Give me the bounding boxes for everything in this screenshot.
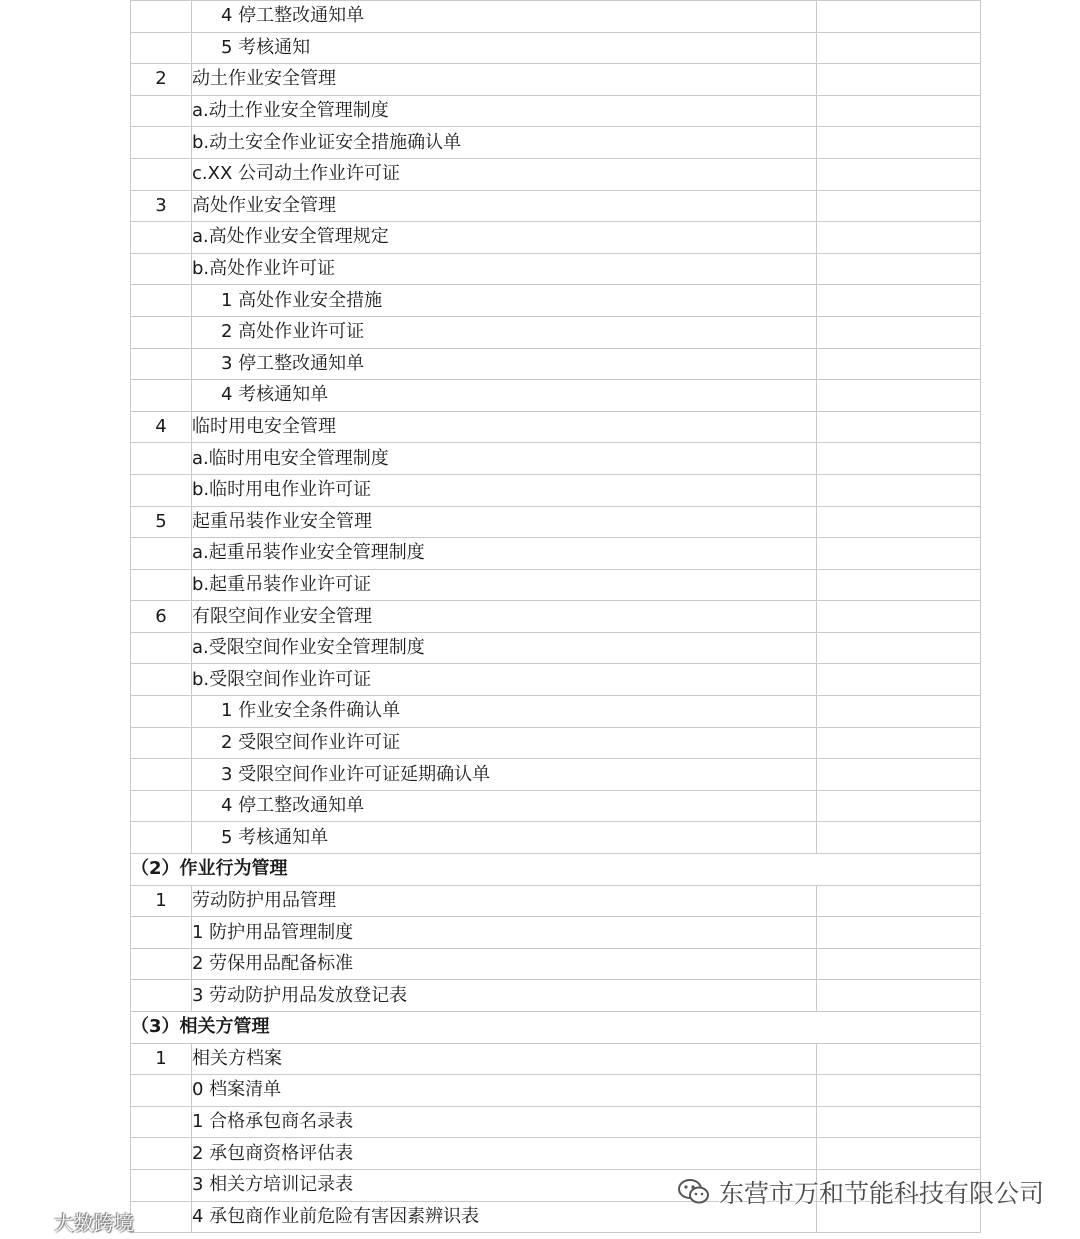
row-number: [131, 158, 192, 190]
row-notes-cell: [817, 158, 981, 190]
row-number: [131, 727, 192, 759]
row-number: 1: [131, 1043, 192, 1075]
row-item-text: a.高处作业安全管理规定: [192, 222, 817, 254]
table-row: [131, 980, 981, 1012]
table-row: [131, 190, 981, 222]
row-item-text: 相关方档案: [192, 1043, 817, 1075]
row-item-text: b.高处作业许可证: [192, 253, 817, 285]
table-row: [131, 1106, 981, 1138]
row-item-text: 0 档案清单: [192, 1075, 817, 1107]
row-number: [131, 380, 192, 412]
row-item-text: 5 考核通知: [192, 32, 817, 64]
row-notes-cell: [817, 1106, 981, 1138]
row-item-text: b.动土安全作业证安全措施确认单: [192, 127, 817, 159]
row-item-text: 临时用电安全管理: [192, 411, 817, 443]
row-number: [131, 1169, 192, 1201]
row-item-text: a.受限空间作业安全管理制度: [192, 632, 817, 664]
table-row: [131, 158, 981, 190]
row-item-text: b.临时用电作业许可证: [192, 474, 817, 506]
table-row: [131, 127, 981, 159]
row-notes-cell: [817, 885, 981, 917]
row-notes-cell: [817, 348, 981, 380]
row-item-text: 4 承包商作业前危险有害因素辨识表: [192, 1201, 817, 1233]
table-row: [131, 790, 981, 822]
table-row: [131, 348, 981, 380]
row-number: [131, 948, 192, 980]
document-table: [130, 0, 981, 1233]
row-item-text: 2 承包商资格评估表: [192, 1138, 817, 1170]
row-notes-cell: [817, 222, 981, 254]
table-row: [131, 411, 981, 443]
row-number: [131, 1075, 192, 1107]
row-item-text: 3 受限空间作业许可证延期确认单: [192, 759, 817, 791]
row-number: [131, 285, 192, 317]
table-row: [131, 948, 981, 980]
row-number: 6: [131, 601, 192, 633]
source-watermark: [8, 1206, 134, 1237]
row-item-text: a.临时用电安全管理制度: [192, 443, 817, 475]
row-number: [131, 443, 192, 475]
table-row: [131, 506, 981, 538]
table-row: [131, 569, 981, 601]
row-number: [131, 253, 192, 285]
row-number: [131, 127, 192, 159]
table-row: [131, 1, 981, 33]
row-number: [131, 1, 192, 33]
row-notes-cell: [817, 1138, 981, 1170]
table-row: [131, 1138, 981, 1170]
wechat-icon: [677, 1177, 711, 1207]
row-notes-cell: [817, 127, 981, 159]
row-item-text: b.起重吊装作业许可证: [192, 569, 817, 601]
row-notes-cell: [817, 1043, 981, 1075]
row-notes-cell: [817, 696, 981, 728]
row-item-text: 5 考核通知单: [192, 822, 817, 854]
row-number: 3: [131, 190, 192, 222]
row-notes-cell: [817, 822, 981, 854]
row-notes-cell: [817, 506, 981, 538]
row-notes-cell: [817, 664, 981, 696]
row-item-text: 4 停工整改通知单: [192, 790, 817, 822]
row-notes-cell: [817, 411, 981, 443]
row-notes-cell: [817, 980, 981, 1012]
table-row: [131, 285, 981, 317]
row-number: [131, 348, 192, 380]
table-row: [131, 380, 981, 412]
row-notes-cell: [817, 474, 981, 506]
section-heading: （3）相关方管理: [131, 1012, 981, 1044]
table-row: [131, 64, 981, 96]
row-notes-cell: [817, 32, 981, 64]
row-notes-cell: [817, 790, 981, 822]
row-number: [131, 759, 192, 791]
row-item-text: a.起重吊装作业安全管理制度: [192, 538, 817, 570]
row-item-text: 1 合格承包商名录表: [192, 1106, 817, 1138]
row-notes-cell: [817, 727, 981, 759]
row-item-text: 2 受限空间作业许可证: [192, 727, 817, 759]
section-row: [131, 854, 981, 886]
row-item-text: a.动土作业安全管理制度: [192, 95, 817, 127]
row-notes-cell: [817, 316, 981, 348]
row-notes-cell: [817, 190, 981, 222]
row-notes-cell: [817, 917, 981, 949]
row-item-text: 高处作业安全管理: [192, 190, 817, 222]
row-number: [131, 632, 192, 664]
table-row: [131, 1043, 981, 1075]
row-item-text: 3 相关方培训记录表: [192, 1169, 817, 1201]
row-notes-cell: [817, 569, 981, 601]
company-watermark-text: 东营市万和节能科技有限公司: [718, 1179, 1044, 1208]
row-notes-cell: [817, 285, 981, 317]
row-number: [131, 474, 192, 506]
row-number: 5: [131, 506, 192, 538]
row-item-text: 起重吊装作业安全管理: [192, 506, 817, 538]
table-row: [131, 885, 981, 917]
row-number: [131, 696, 192, 728]
row-notes-cell: [817, 95, 981, 127]
row-number: [131, 316, 192, 348]
row-item-text: 4 停工整改通知单: [192, 1, 817, 33]
row-item-text: 1 高处作业安全措施: [192, 285, 817, 317]
row-notes-cell: [817, 1, 981, 33]
row-item-text: 2 劳保用品配备标准: [192, 948, 817, 980]
row-number: [131, 822, 192, 854]
table-row: [131, 601, 981, 633]
row-number: [131, 1138, 192, 1170]
document-table-body: [131, 1, 981, 1233]
row-item-text: 4 考核通知单: [192, 380, 817, 412]
row-notes-cell: [817, 380, 981, 412]
row-number: 4: [131, 411, 192, 443]
row-number: [131, 1201, 192, 1233]
row-item-text: 有限空间作业安全管理: [192, 601, 817, 633]
row-notes-cell: [817, 632, 981, 664]
row-item-text: 1 防护用品管理制度: [192, 917, 817, 949]
row-notes-cell: [817, 601, 981, 633]
row-number: [131, 980, 192, 1012]
row-notes-cell: [817, 1075, 981, 1107]
table-row: [131, 632, 981, 664]
row-item-text: 3 停工整改通知单: [192, 348, 817, 380]
row-number: [131, 95, 192, 127]
row-number: [131, 222, 192, 254]
row-notes-cell: [817, 948, 981, 980]
row-item-text: 动土作业安全管理: [192, 64, 817, 96]
table-row: [131, 474, 981, 506]
table-row: [131, 759, 981, 791]
table-row: [131, 32, 981, 64]
table-row: [131, 822, 981, 854]
row-number: [131, 917, 192, 949]
row-number: [131, 538, 192, 570]
row-number: [131, 664, 192, 696]
table-row: [131, 664, 981, 696]
row-number: 1: [131, 885, 192, 917]
row-item-text: b.受限空间作业许可证: [192, 664, 817, 696]
section-heading: （2）作业行为管理: [131, 854, 981, 886]
row-number: [131, 569, 192, 601]
row-number: [131, 1106, 192, 1138]
table-row: [131, 727, 981, 759]
source-watermark-text: 大数跨境: [54, 1211, 134, 1235]
row-notes-cell: [817, 538, 981, 570]
table-row: [131, 95, 981, 127]
company-watermark: [677, 1174, 1044, 1210]
row-notes-cell: [817, 443, 981, 475]
section-row: [131, 1012, 981, 1044]
table-row: [131, 1075, 981, 1107]
row-item-text: 3 劳动防护用品发放登记表: [192, 980, 817, 1012]
row-number: 2: [131, 64, 192, 96]
row-item-text: 1 作业安全条件确认单: [192, 696, 817, 728]
row-item-text: 劳动防护用品管理: [192, 885, 817, 917]
row-item-text: c.XX 公司动土作业许可证: [192, 158, 817, 190]
row-item-text: 2 高处作业许可证: [192, 316, 817, 348]
table-row: [131, 222, 981, 254]
table-row: [131, 316, 981, 348]
row-notes-cell: [817, 253, 981, 285]
table-row: [131, 917, 981, 949]
table-row: [131, 696, 981, 728]
weibo-icon: [8, 1206, 50, 1237]
row-notes-cell: [817, 64, 981, 96]
table-row: [131, 253, 981, 285]
table-row: [131, 443, 981, 475]
row-notes-cell: [817, 759, 981, 791]
row-number: [131, 32, 192, 64]
row-number: [131, 790, 192, 822]
table-row: [131, 538, 981, 570]
